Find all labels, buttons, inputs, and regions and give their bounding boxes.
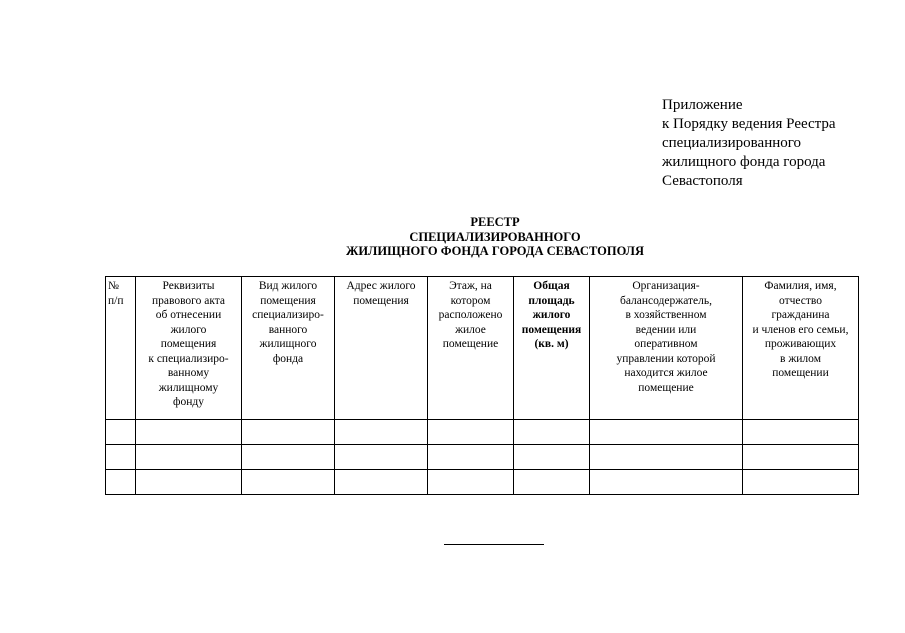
document-title bbox=[230, 215, 760, 259]
header-legal-act: Реквизиты правового акта об отнесении жилого помещения к специализиро- ванному жилищному фонду bbox=[136, 277, 242, 420]
table-cell bbox=[335, 470, 428, 495]
table-cell bbox=[242, 470, 335, 495]
table-cell bbox=[428, 420, 514, 445]
table-cell bbox=[136, 420, 242, 445]
table-cell bbox=[242, 420, 335, 445]
table-cell bbox=[743, 420, 859, 445]
table-cell bbox=[136, 470, 242, 495]
table-row bbox=[106, 445, 859, 470]
appendix-line: к Порядку ведения Реестра bbox=[662, 116, 836, 132]
header-floor: Этаж, на котором расположено жилое помещение bbox=[428, 277, 514, 420]
table-cell bbox=[106, 445, 136, 470]
header-premises-type: Вид жилого помещения специализиро- ванного жилищного фонда bbox=[242, 277, 335, 420]
header-residents: Фамилия, имя, отчество гражданина и членов его семьи, проживающих в жилом помещении bbox=[743, 277, 859, 420]
header-balance-holder: Организация- балансодержатель, в хозяйственном ведении или оперативном управлении которой находится жилое помещение bbox=[590, 277, 743, 420]
table-cell bbox=[428, 445, 514, 470]
table-cell bbox=[514, 445, 590, 470]
footer-divider bbox=[444, 544, 544, 545]
table-row bbox=[106, 420, 859, 445]
header-number: № п/п bbox=[106, 277, 136, 420]
table-header-row bbox=[106, 277, 859, 420]
appendix-line: Севастополя bbox=[662, 173, 743, 189]
registry-table bbox=[105, 276, 859, 495]
appendix-line: специализированного bbox=[662, 135, 802, 151]
table-row bbox=[106, 470, 859, 495]
table-cell bbox=[335, 445, 428, 470]
table-cell bbox=[242, 445, 335, 470]
appendix-note bbox=[662, 96, 892, 191]
table-cell bbox=[428, 470, 514, 495]
table-cell bbox=[590, 420, 743, 445]
table-cell bbox=[743, 445, 859, 470]
table-cell bbox=[514, 470, 590, 495]
table-cell bbox=[590, 470, 743, 495]
title-line: СПЕЦИАЛИЗИРОВАННОГО bbox=[409, 229, 581, 244]
title-line: РЕЕСТР bbox=[470, 215, 520, 229]
table-cell bbox=[590, 445, 743, 470]
table-cell bbox=[743, 470, 859, 495]
table-cell bbox=[136, 445, 242, 470]
table-cell bbox=[335, 420, 428, 445]
table-cell bbox=[106, 420, 136, 445]
title-line: ЖИЛИЩНОГО ФОНДА ГОРОДА СЕВАСТОПОЛЯ bbox=[345, 244, 645, 258]
header-area: Общая площадь жилого помещения (кв. м) bbox=[514, 277, 590, 420]
header-address: Адрес жилого помещения bbox=[335, 277, 428, 420]
table-cell bbox=[106, 470, 136, 495]
appendix-line: Приложение bbox=[662, 97, 743, 113]
appendix-line: жилищного фонда города bbox=[662, 154, 826, 170]
table-cell bbox=[514, 420, 590, 445]
